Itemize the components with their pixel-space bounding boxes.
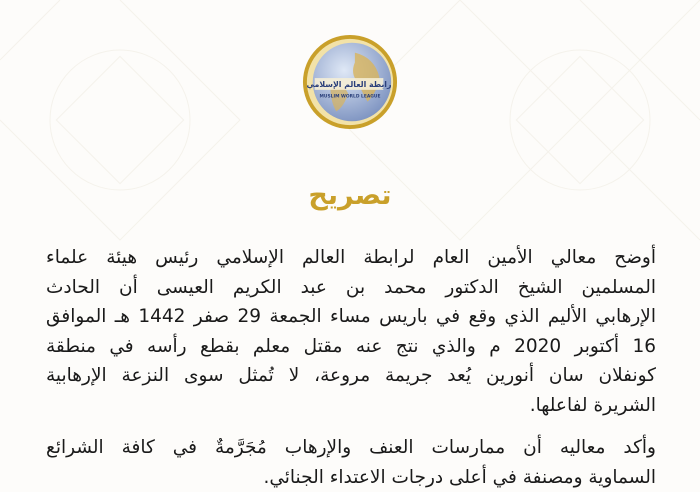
- text-line: كونفلان سان أنورين يُعد جريمة مروعة، لا تُمثل سوى النزعة الإرهابية: [46, 361, 656, 391]
- text-line: 16 أكتوبر 2020 م والذي نتج عنه مقتل معلم بقطع رأسه في منطقة: [46, 332, 656, 362]
- statement-paragraph-2: [46, 433, 656, 492]
- text-line: السماوية ومصنفة في أعلى درجات الاعتداء الجنائي.: [46, 463, 656, 492]
- text-line: وأكد معاليه أن ممارسات العنف والإرهاب مُجَرَّمةٌ في كافة الشرائع: [46, 433, 656, 463]
- page-title: تصريح: [0, 180, 700, 211]
- text-line: الإرهابي الأليم الذي وقع في باريس مساء الجمعة 29 صفر 1442 هـ الموافق: [46, 302, 656, 332]
- text-line: المسلمين الشيخ الدكتور محمد بن عبد الكريم العيسى أن الحادث: [46, 273, 656, 303]
- statement-paragraph-1: [46, 243, 656, 420]
- text-line: الشريرة لفاعلها.: [46, 391, 656, 421]
- logo-english-text: MUSLIM WORLD LEAGUE: [320, 94, 381, 100]
- text-line: أوضح معالي الأمين العام لرابطة العالم الإسلامي رئيس هيئة علماء: [46, 243, 656, 273]
- muslim-world-league-logo: [301, 33, 399, 131]
- logo-arabic-text: رابطة العالم الإسلامي: [307, 80, 392, 89]
